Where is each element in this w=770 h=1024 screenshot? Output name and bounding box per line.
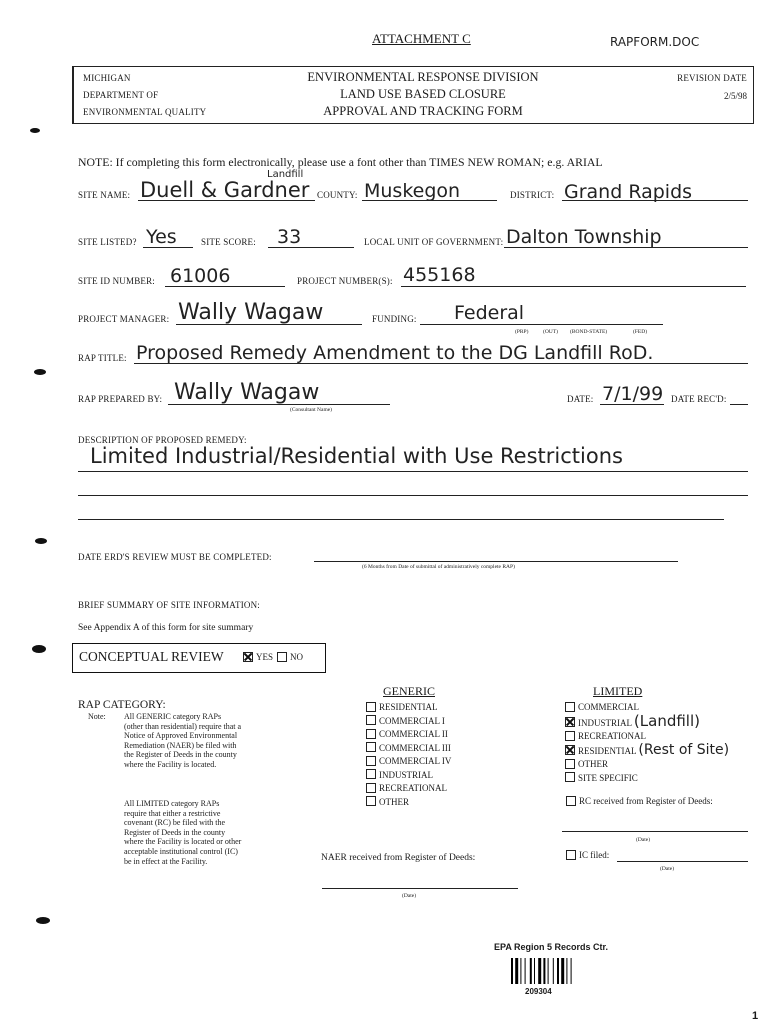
rap-category-label: RAP CATEGORY: [78, 699, 166, 711]
barcode-bar [515, 958, 518, 984]
option-label: OTHER [379, 796, 409, 807]
naer-label: NAER received from Register of Deeds: [321, 853, 476, 863]
barcode [511, 958, 575, 984]
option-label: COMMERCIAL III [379, 742, 451, 753]
generic-option-commercial-2[interactable] [366, 728, 451, 742]
county-value: Muskegon [364, 180, 461, 202]
project-manager-value: Wally Wagaw [178, 300, 324, 325]
industrial-note: (Landfill) [633, 711, 700, 730]
division-line-2: LAND USE BASED CLOSURE [340, 87, 506, 101]
description-value: Limited Industrial/Residential with Use Restrictions [90, 444, 623, 468]
note-generic-line: Remediation (NAER) be filed with [124, 740, 237, 750]
checkbox[interactable] [565, 745, 575, 755]
revision-date: 2/5/98 [723, 91, 747, 101]
conceptual-review-no-label: NO [290, 652, 303, 662]
barcode-bar [553, 958, 554, 984]
generic-option-commercial-1[interactable] [366, 715, 451, 729]
checkbox[interactable] [565, 759, 575, 769]
residential-note: (Rest of Site) [638, 741, 730, 758]
option-label: RECREATIONAL [578, 731, 646, 741]
checkbox[interactable] [366, 783, 376, 793]
conceptual-review-yes-checkbox[interactable] [243, 652, 253, 662]
review-date-line [314, 561, 678, 562]
limited-title: LIMITED [593, 684, 643, 698]
conceptual-review-box [72, 643, 326, 673]
agency-line-3: ENVIRONMENTAL QUALITY [83, 107, 207, 117]
review-date-label: DATE ERD'S REVIEW MUST BE COMPLETED: [78, 552, 272, 562]
date-label: DATE: [567, 394, 594, 404]
checkbox[interactable] [366, 796, 376, 806]
rap-title-label: RAP TITLE: [78, 353, 127, 363]
option-label: COMMERCIAL IV [379, 756, 452, 766]
date-recd-line [730, 404, 748, 405]
date-value: 7/1/99 [602, 383, 664, 405]
description-line-3 [78, 519, 724, 520]
brief-summary-label: BRIEF SUMMARY OF SITE INFORMATION: [78, 600, 260, 610]
funding-option-prp: (PRP) [515, 329, 529, 335]
funding-line [420, 324, 663, 325]
note-generic-line: (other than residential) require that a [124, 721, 242, 731]
funding-option-out: (OUT) [543, 329, 558, 335]
agency-line-1: MICHIGAN [83, 73, 131, 83]
scan-artifact [34, 369, 46, 375]
note-generic-line: Notice of Approved Environmental [124, 731, 238, 741]
site-id-value: 61006 [170, 265, 231, 287]
rc-date-label: (Date) [636, 837, 651, 843]
option-label: COMMERCIAL II [379, 729, 448, 739]
rap-prepared-by-value: Wally Wagaw [174, 380, 320, 405]
option-label: SITE SPECIFIC [578, 772, 638, 783]
ic-filed[interactable] [566, 850, 609, 861]
checkbox[interactable] [366, 742, 376, 752]
site-name-value: Duell & Gardner [140, 178, 310, 202]
naer-date-line [322, 888, 518, 889]
barcode-number: 209304 [525, 987, 552, 996]
site-name-superscript: Landfill [267, 169, 304, 180]
county-label: COUNTY: [317, 190, 358, 200]
project-numbers-value: 455168 [403, 264, 476, 286]
checkbox[interactable] [565, 731, 575, 741]
ic-date-line [617, 861, 748, 862]
district-label: DISTRICT: [510, 190, 555, 200]
conceptual-review-no[interactable] [277, 652, 303, 663]
rc-date-line [562, 831, 748, 832]
rc-label: RC received from Register of Deeds: [579, 796, 713, 806]
generic-option-industrial[interactable] [366, 769, 451, 783]
form-header [72, 66, 754, 124]
limited-option-residential[interactable] [565, 741, 730, 759]
barcode-bar [538, 958, 541, 984]
division-line-3: APPROVAL AND TRACKING FORM [323, 104, 523, 118]
conceptual-review-label: CONCEPTUAL REVIEW [79, 649, 224, 664]
conceptual-review-no-checkbox[interactable] [277, 652, 287, 662]
checkbox[interactable] [565, 702, 575, 712]
barcode-bar [571, 958, 572, 984]
option-label: RESIDENTIAL [578, 745, 637, 756]
description-line-2 [78, 495, 748, 496]
form-note: NOTE: If completing this form electronically, please use a font other than TIMES NEW ROMAN; e.g. ARIAL [78, 155, 603, 169]
date-recd-label: DATE REC'D: [671, 394, 727, 404]
checkbox[interactable] [366, 729, 376, 739]
records-stamp: EPA Region 5 Records Ctr. [494, 942, 609, 952]
barcode-bar [520, 958, 521, 984]
barcode-bar [534, 958, 535, 984]
generic-option-commercial-4[interactable] [366, 755, 451, 769]
generic-option-other[interactable] [366, 796, 451, 810]
funding-label: FUNDING: [372, 314, 417, 324]
generic-option-residential[interactable] [366, 701, 451, 715]
checkbox[interactable] [366, 769, 376, 779]
generic-option-commercial-3[interactable] [366, 742, 451, 756]
ic-label: IC filed: [579, 850, 610, 860]
limited-option-industrial[interactable] [565, 711, 729, 731]
rap-prepared-by-label: RAP PREPARED BY: [78, 394, 163, 404]
barcode-bar [525, 958, 526, 984]
funding-value: Federal [454, 302, 525, 324]
site-listed-value: Yes [146, 226, 177, 248]
note-limited-line: be in effect at the Facility. [124, 856, 208, 866]
attachment-title: ATTACHMENT C [372, 31, 471, 46]
barcode-bar [566, 958, 567, 984]
note-generic-line: where the Facility is located. [124, 759, 217, 769]
division-line-1: ENVIRONMENTAL RESPONSE DIVISION [307, 70, 539, 84]
site-id-label: SITE ID NUMBER: [78, 276, 155, 286]
local-unit-label: LOCAL UNIT OF GOVERNMENT: [364, 237, 504, 247]
note-limited-line: Register of Deeds in the county [124, 827, 226, 837]
description-line-1 [78, 471, 748, 472]
note-limited-line: All LIMITED category RAPs [124, 799, 220, 808]
consultant-name-sublabel: (Consultant Name) [290, 407, 333, 413]
rc-checkbox[interactable] [566, 796, 576, 806]
limited-option-site-specific[interactable] [565, 772, 729, 786]
option-label: OTHER [578, 759, 608, 769]
page-number: 1 [752, 1010, 759, 1022]
generic-title: GENERIC [383, 684, 435, 698]
site-score-label: SITE SCORE: [201, 237, 256, 247]
rap-title-value: Proposed Remedy Amendment to the DG Landfill RoD. [136, 342, 654, 364]
conceptual-review-yes-label: YES [256, 652, 274, 662]
local-unit-value: Dalton Township [506, 226, 662, 248]
brief-summary-value: See Appendix A of this form for site summary [78, 623, 254, 633]
scan-artifact [35, 538, 47, 544]
ic-date-label: (Date) [660, 866, 675, 872]
note-limited-line: covenant (RC) be filed with the [124, 818, 226, 828]
ic-checkbox[interactable] [566, 850, 576, 860]
barcode-bar [511, 958, 513, 984]
project-manager-label: PROJECT MANAGER: [78, 314, 170, 324]
note-label: Note: [88, 712, 106, 721]
note-limited-line: where the Facility is located or other [124, 837, 242, 847]
review-date-sublabel: (6 Months from Date of submittal of administratively complete RAP) [362, 564, 515, 570]
funding-option-fed: (FED) [633, 329, 648, 335]
barcode-bar [543, 958, 545, 984]
scan-artifact [30, 128, 40, 133]
site-score-value: 33 [277, 226, 302, 248]
generic-option-recreational[interactable] [366, 782, 451, 796]
note-limited-line: require that either a restrictive [124, 808, 221, 818]
rc-received[interactable] [566, 796, 713, 807]
revision-date-label: REVISION DATE [677, 73, 747, 83]
option-label: INDUSTRIAL [578, 717, 632, 728]
agency-line-2: DEPARTMENT OF [83, 90, 159, 100]
note-generic-line: the Register of Deeds in the county [124, 750, 237, 760]
description-label: DESCRIPTION OF PROPOSED REMEDY: [78, 435, 247, 445]
district-value: Grand Rapids [564, 181, 693, 203]
scan-artifact [32, 645, 46, 653]
option-label: COMMERCIAL I [379, 715, 445, 726]
option-label: RECREATIONAL [379, 783, 447, 793]
option-label: COMMERCIAL [578, 702, 640, 712]
option-label: RESIDENTIAL [379, 702, 438, 712]
limited-options [565, 701, 729, 785]
checkbox[interactable] [366, 702, 376, 712]
barcode-bar [530, 958, 532, 984]
note-limited [124, 799, 241, 866]
naer-date-label: (Date) [402, 893, 417, 899]
generic-options [366, 701, 451, 809]
file-note: RAPFORM.DOC [610, 35, 700, 49]
scan-artifact [36, 917, 50, 924]
site-name-label: SITE NAME: [78, 190, 131, 200]
barcode-bar [561, 958, 564, 984]
checkbox[interactable] [366, 715, 376, 725]
checkbox[interactable] [565, 772, 575, 782]
limited-option-other[interactable] [565, 758, 729, 772]
checkbox[interactable] [366, 756, 376, 766]
barcode-bar [557, 958, 559, 984]
note-limited-line: acceptable institutional control (IC) [124, 846, 238, 856]
site-listed-label: SITE LISTED? [78, 237, 137, 247]
note-generic-line: All GENERIC category RAPs [124, 712, 222, 721]
funding-option-bond-state: (BOND-STATE) [570, 329, 608, 335]
option-label: INDUSTRIAL [379, 769, 433, 780]
project-numbers-line [401, 286, 746, 287]
checkbox[interactable] [565, 717, 575, 727]
conceptual-review-yes[interactable] [243, 652, 273, 663]
note-generic [124, 712, 241, 770]
barcode-bar [548, 958, 549, 984]
project-numbers-label: PROJECT NUMBER(S): [297, 276, 393, 286]
